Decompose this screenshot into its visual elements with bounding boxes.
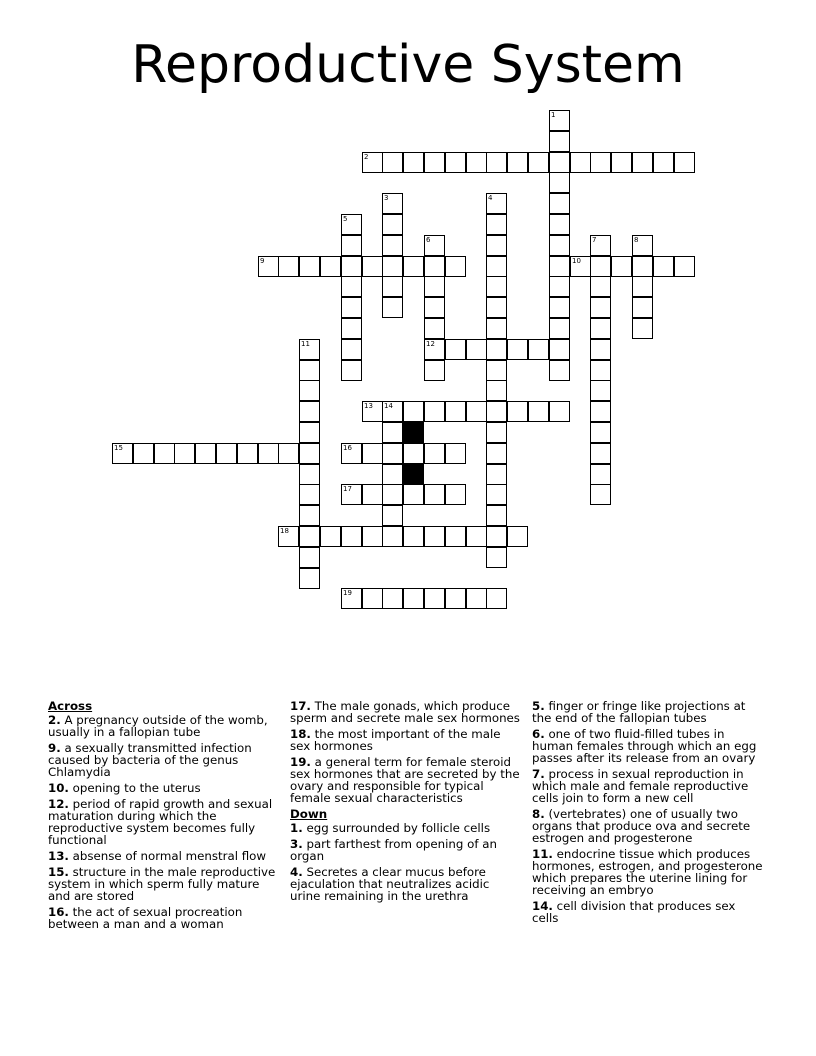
crossword-cell[interactable] <box>486 464 507 485</box>
crossword-cell[interactable] <box>424 443 445 464</box>
down-clue <box>290 866 522 902</box>
crossword-cell[interactable] <box>486 443 507 464</box>
clue-text: structure in the male reproductive system in which sperm fully mature and are stored <box>48 865 276 903</box>
crossword-cell[interactable] <box>362 443 383 464</box>
crossword-cell[interactable] <box>590 297 611 318</box>
crossword-cell[interactable] <box>528 339 549 360</box>
crossword-cell[interactable] <box>632 152 653 173</box>
clue-number-label: 11. <box>532 847 553 861</box>
down-clue <box>532 768 764 804</box>
clue-text: The male gonads, which produce sperm and secrete male sex hormones <box>290 699 520 725</box>
clue-number-label: 17. <box>290 699 311 713</box>
crossword-cell[interactable] <box>632 276 653 297</box>
crossword-cell[interactable] <box>341 484 362 505</box>
crossword-cell[interactable] <box>590 464 611 485</box>
crossword-cell[interactable] <box>341 526 362 547</box>
clue-number-label: 3. <box>290 837 303 851</box>
clue-number-label: 13. <box>48 849 69 863</box>
across-clue <box>48 906 280 930</box>
clue-column-1 <box>48 700 280 934</box>
down-clue <box>532 848 764 896</box>
crossword-cell[interactable] <box>486 401 507 422</box>
crossword-cell[interactable] <box>653 256 674 277</box>
crossword-cell[interactable] <box>341 360 362 381</box>
across-clue <box>290 756 522 804</box>
clue-number: 6 <box>426 236 431 244</box>
crossword-cell[interactable] <box>424 484 445 505</box>
crossword-cell[interactable] <box>299 505 320 526</box>
crossword-cell[interactable] <box>549 131 570 152</box>
crossword-cell[interactable] <box>507 401 528 422</box>
crossword-cell[interactable] <box>466 339 487 360</box>
down-clue <box>532 700 764 724</box>
clue-number: 17 <box>343 485 352 493</box>
crossword-cell[interactable] <box>507 152 528 173</box>
clue-text: (vertebrates) one of usually two organs that produce ova and secrete estrogen and progesterone <box>532 807 751 845</box>
crossword-cell[interactable] <box>466 588 487 609</box>
clue-text: the most important of the male sex hormones <box>290 727 501 753</box>
clue-number: 9 <box>260 257 265 265</box>
crossword-cell[interactable] <box>653 152 674 173</box>
crossword-cell[interactable] <box>362 588 383 609</box>
crossword-cell[interactable] <box>486 276 507 297</box>
crossword-cell[interactable] <box>590 484 611 505</box>
crossword-cell[interactable] <box>590 235 611 256</box>
clue-text: period of rapid growth and sexual maturation during which the reproductive system becomes fully functional <box>48 797 273 847</box>
clue-number: 11 <box>301 340 310 348</box>
crossword-cell[interactable] <box>549 360 570 381</box>
crossword-cell[interactable] <box>382 193 403 214</box>
crossword-cell[interactable] <box>299 568 320 589</box>
clue-text: opening to the uterus <box>72 781 201 795</box>
crossword-cell[interactable] <box>445 401 466 422</box>
clue-number: 10 <box>572 257 581 265</box>
crossword-cell[interactable] <box>549 256 570 277</box>
clue-number-label: 8. <box>532 807 545 821</box>
crossword-cell[interactable] <box>549 297 570 318</box>
crossword-cell[interactable] <box>299 380 320 401</box>
clue-number: 18 <box>280 527 289 535</box>
crossword-cell[interactable] <box>341 214 362 235</box>
crossword-cell[interactable] <box>403 443 424 464</box>
crossword-cell[interactable] <box>590 360 611 381</box>
crossword-cell[interactable] <box>466 526 487 547</box>
crossword-cell[interactable] <box>278 526 299 547</box>
crossword-cell[interactable] <box>382 297 403 318</box>
crossword-cell[interactable] <box>590 318 611 339</box>
crossword-cell[interactable] <box>507 339 528 360</box>
clue-text: Secretes a clear mucus before ejaculation that neutralizes acidic urine remaining in the urethra <box>290 865 490 903</box>
crossword-cell[interactable] <box>299 422 320 443</box>
clue-number-label: 4. <box>290 865 303 879</box>
crossword-cell[interactable] <box>362 256 383 277</box>
clue-number: 19 <box>343 589 352 597</box>
down-clue <box>290 838 522 862</box>
crossword-cell[interactable] <box>320 526 341 547</box>
crossword-cell[interactable] <box>466 401 487 422</box>
crossword-cell[interactable] <box>486 360 507 381</box>
crossword-cell[interactable] <box>299 526 320 547</box>
crossword-cell[interactable] <box>424 401 445 422</box>
crossword-cell[interactable] <box>549 193 570 214</box>
clue-text: absense of normal menstral flow <box>72 849 267 863</box>
crossword-cell[interactable] <box>362 526 383 547</box>
crossword-cell[interactable] <box>258 443 279 464</box>
crossword-cell[interactable] <box>590 276 611 297</box>
crossword-cell[interactable] <box>112 443 133 464</box>
across-clue <box>48 798 280 846</box>
clue-number: 5 <box>343 215 348 223</box>
clue-text: finger or fringe like projections at the end of the fallopian tubes <box>532 699 746 725</box>
across-clue <box>290 700 522 724</box>
crossword-cell[interactable] <box>445 443 466 464</box>
across-clue <box>48 850 280 862</box>
crossword-cell[interactable] <box>528 152 549 173</box>
crossword-cell[interactable] <box>632 297 653 318</box>
clue-number: 3 <box>384 194 389 202</box>
crossword-cell[interactable] <box>424 588 445 609</box>
down-clue <box>532 808 764 844</box>
clue-column-2 <box>290 700 522 906</box>
across-clue <box>290 728 522 752</box>
crossword-cell[interactable] <box>466 152 487 173</box>
crossword-cell[interactable] <box>486 422 507 443</box>
crossword-cell[interactable] <box>486 339 507 360</box>
crossword-cell[interactable] <box>486 235 507 256</box>
crossword-cell[interactable] <box>424 297 445 318</box>
crossword-cell[interactable] <box>486 193 507 214</box>
crossword-cell[interactable] <box>486 380 507 401</box>
crossword-cell[interactable] <box>382 256 403 277</box>
crossword-cell[interactable] <box>195 443 216 464</box>
clue-number-label: 19. <box>290 755 311 769</box>
clue-number: 2 <box>364 153 369 161</box>
crossword-cell[interactable] <box>424 339 445 360</box>
crossword-cell[interactable] <box>403 401 424 422</box>
crossword-cell[interactable] <box>133 443 154 464</box>
crossword-cell[interactable] <box>549 276 570 297</box>
crossword-cell[interactable] <box>486 526 507 547</box>
crossword-cell[interactable] <box>382 443 403 464</box>
clue-number: 8 <box>634 236 639 244</box>
crossword-cell[interactable] <box>278 443 299 464</box>
crossword-cell[interactable] <box>590 422 611 443</box>
crossword-cell[interactable] <box>299 256 320 277</box>
crossword-cell[interactable] <box>424 526 445 547</box>
crossword-cell[interactable] <box>299 339 320 360</box>
crossword-cell[interactable] <box>424 276 445 297</box>
clue-text: endocrine tissue which produces hormones, estrogen, and progesterone which prepares the uterine lining for receiving an embryo <box>532 847 763 897</box>
crossword-cell[interactable] <box>424 318 445 339</box>
crossword-cell[interactable] <box>278 256 299 277</box>
clue-number-label: 18. <box>290 727 311 741</box>
clue-column-3 <box>532 700 764 928</box>
clue-number-label: 12. <box>48 797 69 811</box>
clue-number: 16 <box>343 444 352 452</box>
across-heading: Across <box>48 699 93 713</box>
crossword-cell[interactable] <box>424 235 445 256</box>
clue-text: A pregnancy outside of the womb, usually in a fallopian tube <box>48 713 268 739</box>
crossword-cell[interactable] <box>299 360 320 381</box>
crossword-cell[interactable] <box>590 339 611 360</box>
clue-number: 14 <box>384 402 393 410</box>
crossword-cell[interactable] <box>341 443 362 464</box>
clue-number-label: 2. <box>48 713 61 727</box>
crossword-cell[interactable] <box>382 422 403 443</box>
crossword-black-cell <box>403 464 424 485</box>
clue-number: 1 <box>551 111 556 119</box>
crossword-cell[interactable] <box>590 152 611 173</box>
crossword-cell[interactable] <box>549 235 570 256</box>
crossword-cell[interactable] <box>590 380 611 401</box>
down-clue <box>290 822 522 834</box>
crossword-cell[interactable] <box>632 256 653 277</box>
crossword-cell[interactable] <box>507 526 528 547</box>
clue-number-label: 7. <box>532 767 545 781</box>
crossword-cell[interactable] <box>549 339 570 360</box>
crossword-cell[interactable] <box>216 443 237 464</box>
crossword-cell[interactable] <box>486 588 507 609</box>
clue-text: one of two fluid-filled tubes in human females through which an egg passes after its release from an ovary <box>532 727 757 765</box>
clue-text: the act of sexual procreation between a man and a woman <box>48 905 243 931</box>
clue-number: 12 <box>426 340 435 348</box>
clue-text: a general term for female steroid sex hormones that are secreted by the ovary and responsible for typical female sexual characteristics <box>290 755 520 805</box>
clue-number-label: 16. <box>48 905 69 919</box>
clue-number: 4 <box>488 194 493 202</box>
crossword-cell[interactable] <box>590 256 611 277</box>
crossword-cell[interactable] <box>424 152 445 173</box>
across-clue <box>48 742 280 778</box>
crossword-cell[interactable] <box>382 484 403 505</box>
crossword-cell[interactable] <box>632 235 653 256</box>
clue-text: egg surrounded by follicle cells <box>306 821 491 835</box>
crossword-cell[interactable] <box>403 588 424 609</box>
crossword-cell[interactable] <box>486 214 507 235</box>
crossword-cell[interactable] <box>154 443 175 464</box>
crossword-cell[interactable] <box>611 256 632 277</box>
crossword-cell[interactable] <box>445 256 466 277</box>
across-clue <box>48 782 280 794</box>
crossword-cell[interactable] <box>445 339 466 360</box>
crossword-cell[interactable] <box>237 443 258 464</box>
clue-text: a sexually transmitted infection caused by bacteria of the genus Chlamydia <box>48 741 252 779</box>
crossword-cell[interactable] <box>382 505 403 526</box>
crossword-cell[interactable] <box>382 214 403 235</box>
crossword-cell[interactable] <box>403 152 424 173</box>
crossword-cell[interactable] <box>174 443 195 464</box>
crossword-cell[interactable] <box>486 152 507 173</box>
crossword-cell[interactable] <box>341 339 362 360</box>
clue-number-label: 9. <box>48 741 61 755</box>
crossword-cell[interactable] <box>362 484 383 505</box>
crossword-cell[interactable] <box>382 276 403 297</box>
crossword-cell[interactable] <box>445 484 466 505</box>
crossword-cell[interactable] <box>341 588 362 609</box>
crossword-cell[interactable] <box>445 588 466 609</box>
crossword-cell[interactable] <box>382 526 403 547</box>
crossword-cell[interactable] <box>424 360 445 381</box>
crossword-cell[interactable] <box>445 526 466 547</box>
crossword-cell[interactable] <box>382 235 403 256</box>
crossword-cell[interactable] <box>341 235 362 256</box>
clue-number-label: 5. <box>532 699 545 713</box>
crossword-cell[interactable] <box>258 256 279 277</box>
crossword-cell[interactable] <box>424 256 445 277</box>
clue-number-label: 14. <box>532 899 553 913</box>
crossword-cell[interactable] <box>362 152 383 173</box>
clue-number: 7 <box>592 236 597 244</box>
crossword-black-cell <box>403 422 424 443</box>
clue-text: process in sexual reproduction in which male and female reproductive cells join to form a new cell <box>532 767 749 805</box>
crossword-cell[interactable] <box>341 318 362 339</box>
crossword-cell[interactable] <box>341 276 362 297</box>
down-clue <box>532 900 764 924</box>
clue-number-label: 6. <box>532 727 545 741</box>
crossword-cell[interactable] <box>570 152 591 173</box>
crossword-cell[interactable] <box>299 401 320 422</box>
across-clue <box>48 866 280 902</box>
crossword-cell[interactable] <box>320 256 341 277</box>
crossword-cell[interactable] <box>362 401 383 422</box>
crossword-cell[interactable] <box>549 172 570 193</box>
page-title: Reproductive System <box>131 35 685 95</box>
crossword-cell[interactable] <box>382 588 403 609</box>
crossword-cell[interactable] <box>486 547 507 568</box>
crossword-cell[interactable] <box>382 152 403 173</box>
down-clue <box>532 728 764 764</box>
crossword-cell[interactable] <box>299 443 320 464</box>
crossword-cell[interactable] <box>528 401 549 422</box>
crossword-cell[interactable] <box>549 214 570 235</box>
crossword-cell[interactable] <box>611 152 632 173</box>
crossword-cell[interactable] <box>549 401 570 422</box>
crossword-cell[interactable] <box>403 256 424 277</box>
clue-text: cell division that produces sex cells <box>532 899 736 925</box>
clue-number: 13 <box>364 402 373 410</box>
crossword-cell[interactable] <box>403 484 424 505</box>
crossword-cell[interactable] <box>486 256 507 277</box>
crossword-cell[interactable] <box>486 484 507 505</box>
crossword-cell[interactable] <box>486 505 507 526</box>
crossword-cell[interactable] <box>549 110 570 131</box>
down-heading: Down <box>290 807 328 821</box>
crossword-cell[interactable] <box>341 256 362 277</box>
crossword-cell[interactable] <box>674 256 695 277</box>
crossword-cell[interactable] <box>382 401 403 422</box>
crossword-cell[interactable] <box>590 443 611 464</box>
crossword-cell[interactable] <box>549 318 570 339</box>
clue-number-label: 15. <box>48 865 69 879</box>
crossword-cell[interactable] <box>486 318 507 339</box>
crossword-cell[interactable] <box>341 297 362 318</box>
crossword-cell[interactable] <box>299 464 320 485</box>
crossword-cell[interactable] <box>299 484 320 505</box>
crossword-cell[interactable] <box>486 297 507 318</box>
clue-number-label: 10. <box>48 781 69 795</box>
crossword-cell[interactable] <box>570 256 591 277</box>
crossword-cell[interactable] <box>445 152 466 173</box>
crossword-cell[interactable] <box>382 464 403 485</box>
clue-number-label: 1. <box>290 821 303 835</box>
clue-number: 15 <box>114 444 123 452</box>
crossword-cell[interactable] <box>590 401 611 422</box>
crossword-cell[interactable] <box>549 152 570 173</box>
crossword-cell[interactable] <box>674 152 695 173</box>
across-clue <box>48 714 280 738</box>
crossword-cell[interactable] <box>403 526 424 547</box>
crossword-cell[interactable] <box>632 318 653 339</box>
crossword-cell[interactable] <box>299 547 320 568</box>
clue-text: part farthest from opening of an organ <box>290 837 497 863</box>
